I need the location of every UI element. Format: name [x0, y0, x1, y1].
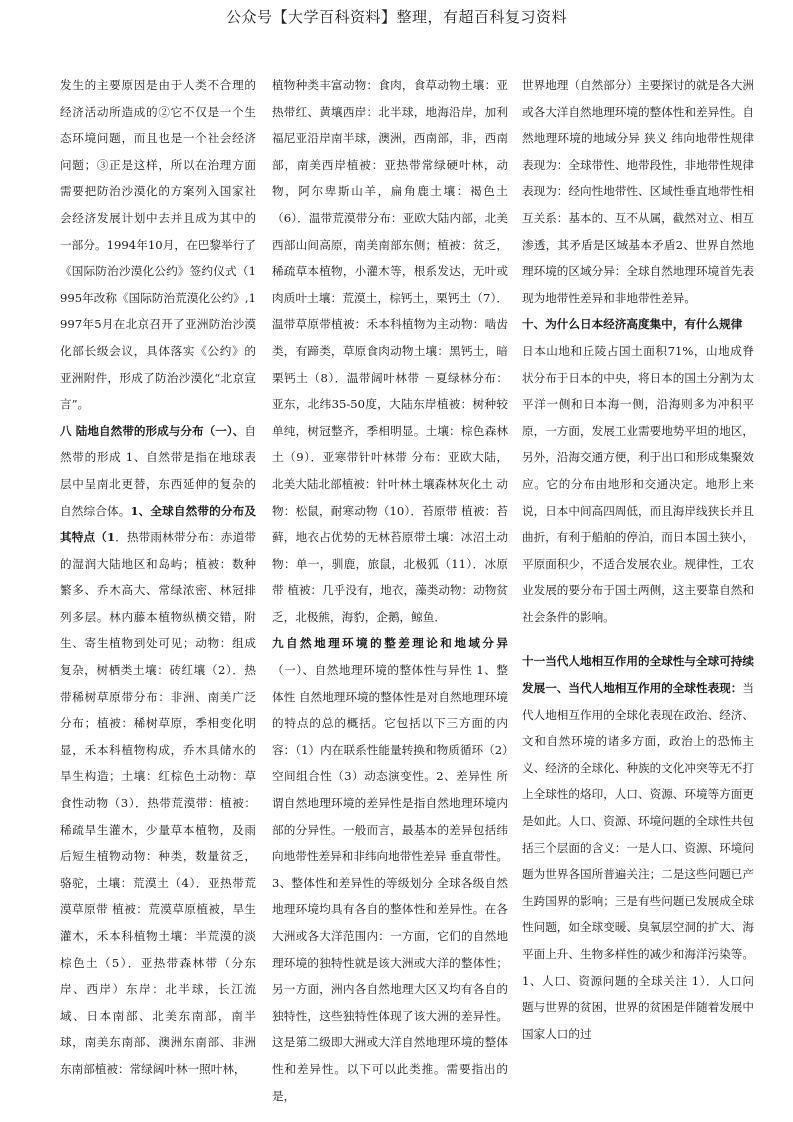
section-8-paragraph — [60, 418, 256, 1083]
paragraph-text: 世界地理（自然部分）主要探讨的就是各大洲或各大洋自然地理环境的整体性和差异性。自然地理环境的地域分异 狭义 纬向地带性规律表现为：全球带性、地带段性，非地带性规律表现为：经向性地带性、区域性垂直地带性相互关系：基本的、互不从属，截然对立、相互渗透，其矛盾是区域基本矛盾2、世界自然地理环境的区域分异：全球自然地理环境首先表现为地带性差异和非地带性差异。 — [522, 78, 754, 305]
section-10-paragraph — [522, 311, 754, 630]
section-11-paragraph — [522, 648, 754, 1047]
paragraph-text: ．热带雨林带分布：赤道带的湿润大陆地区和岛屿；植被：数种繁多、乔木高大、常绿浓密、林冠排列多层。林内藤本植物纵横交错，附生、寄生植物到处可见；动物：组成复杂，树栖类土壤：砖红壤（2）．热带稀树草原带分布：非洲、南美广泛分布；植被：稀树草原，季相变化明显，禾本科植物构成，乔木具储水的旱生构造；土壤：红棕色土动物：草食性动物（3）．热带荒漠带：植被：稀疏旱生灌木，少量草本植物，及雨后短生植物动物：种类，数量贫乏，骆驼，土壤：荒漠土（4）．亚热带荒漠草原带 植被：荒漠草原植被，旱生灌木，禾本科植物土壤：半荒漠的淡棕色土（5）．亚热带森林带（分东岸、西岸）东岸：北半球，长江流域、日本南部、北美东南部，南半球，南美东南部、澳洲东南部、非洲东南部植被：常绿阔叶林一照叶林， — [60, 530, 256, 1076]
section-11-heading: 十一当代人地相互作用的全球性与全球可持续发展一、当代人地相互作用的全球性表现： — [522, 654, 754, 696]
paragraph-text: 日本山地和丘陵占国土面积71%，山地成脊状分布于日本的中央，将日本的国土分割为太平洋一侧和日本海一侧，沿海则多为冲积平原，一方面，发展工业需要地势平坦的地区，另外，沿海交通方便，利于出口和形成集聚效应。它的分布由地形和交通决定。地形上来说，日本中间高四周低，而且海岸线狭长并且曲折，有利于船舶的停泊，而日本国土狭小，平原面积少，不适合发展农业。规律性，工农业发展的要分布于国土两侧，这主要靠自然和社会条件的影响。 — [522, 343, 754, 624]
paragraph — [60, 72, 256, 418]
page-header: 公众号【大学百科资料】整理，有超百科复习资料 — [225, 8, 567, 26]
paragraph-text: 发生的主要原因是由于人类不合理的经济活动所造成的②它不仅是一个生态环境问题，而且也是一个社会经济问题；③正是这样，所以在治理方面需要把防治沙漠化的方案列入国家社会经济发展计划中去并且成为其中的一部分。1994年10月，在巴黎举行了《国际防治沙漠化公约》签约仪式（1995年改称《国际防治荒漠化公约》,1997年5月在北京召开了亚洲防治沙漠化部长级会议，具体落实《公约》的亚洲附件，形成了防治沙漠化“北京宣言”。 — [60, 78, 256, 412]
paragraph-text: （一）、自然地理环境的整体性与异性 1、整体性 自然地理环境的整体性是对自然地理环境的特点的总的概括。它包括以下三方面的内容：（1）内在联系性能量转换和物质循环（2）空间组合性（3）动态演变性。2、差异性 所谓自然地理环境的差异性是指自然地理环境内部的分异性。一般而言，最基本的差异包括纬向地带性差异和非纬向地带性差异 垂直带性。3、整体性和差异性的等级划分 全球各级自然地理环境均具有各自的整体性和差异性。在各大洲或各大洋范围内：一方面，它们的自然地理环境的独特性就是该大洲或大洋的整体性；另一方面，洲内各自然地理大区又均有各自的独特性，这些独特性体现了该大洲的差异性。这是第二级即大洲或大洋自然地理环境的整体性和差异性。以下可以此类推。需要指出的是， — [272, 663, 508, 1103]
paragraph-text: 自然带的形成 1、自然带是指在地球表层中呈南北更替，东西延伸的复杂的自然综合体。 — [60, 423, 256, 518]
paragraph — [272, 72, 508, 630]
paragraph — [522, 72, 754, 311]
paragraph-text: 植物种类丰富动物：食肉，食草动物土壤：亚热带红、黄壤西岸：北半球，地海沿岸，加利福尼亚沿岸南半球，澳洲，西南部，非，西南部，南美西岸植被：亚热带常绿硬叶林，动物，阿尔卑斯山羊，扁角鹿土壤：褐色土（6）．温带荒漠带分布：亚欧大陆内部，北美西部山间高原，南美南部东侧；植被：贫乏，稀疏草本植物，小灌木等，根系发达，无叶或肉质叶土壤：荒漠土，棕钙土，栗钙土（7）．温带草原带植被：禾本科植物为主动物：啮齿类，有蹄类，草原食肉动物土壤：黑钙土，暗栗钙土（8）．温带阔叶林带 －夏绿林分布：亚东，北纬35-50度，大陆东岸植被：树种较单纯，树冠整齐，季相明显。土壤：棕色森林土（9）．亚寒带针叶林带 分布：亚欧大陆，北美大陆北部植被：针叶林土壤森林灰化土 动物：松鼠，耐寒动物（10）．苔原带 植被：苔藓，地衣占优势的无林苔原带土壤：冰沼土动物：单一，驯鹿，旅鼠，北极狐（11）．冰原带 植被：几乎没有，地衣，藻类动物：动物贫乏，北极熊，海豹，企鹅，鲸鱼． — [272, 78, 508, 624]
subsection-heading: 1、全球自然带的分布及其特点（1 — [60, 503, 256, 545]
column-right — [522, 72, 754, 1047]
paragraph-text: 当代人地相互作用的全球化表现在政治、经济、文和自然环境的诸多方面，政治上的恐怖主义、经济的全球化、种族的文化冲突等无不打上全球性的烙印，人口、资源、环境等方面更是如此。人口、资源、环境问题的全球性共包括三个层面的含义：一是人口、资源、环境问题为世界各国所普遍关注；二是这些问题已产生跨国界的影响；三是有些问题已发展成全球性问题，如全球变暖、臭氧层空洞的扩大、海平面上升、生物多样性的减少和海洋污染等。1、人口、资源问题的全球关注 1）．人口问题与世界的贫困，世界的贫困是伴随着发展中国家人口的过 — [522, 681, 754, 1041]
section-9-heading: 九自然地理环境的整差理论和地域分异 — [272, 636, 508, 651]
section-9-paragraph — [272, 630, 508, 1109]
section-10-heading: 十、为什么日本经济高度集中，有什么规律 — [522, 317, 743, 332]
column-middle — [272, 72, 508, 1109]
column-left — [60, 72, 256, 1083]
section-8-heading: 八 陆地自然带的形成与分布（一）、 — [60, 423, 245, 438]
